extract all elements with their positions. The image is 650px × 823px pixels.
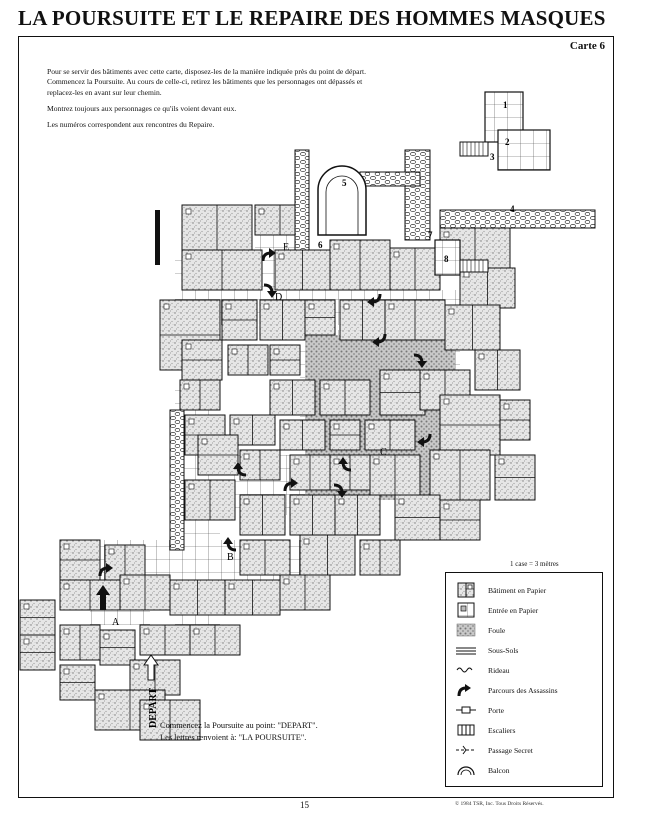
encounter-letter: D: [275, 292, 283, 303]
paper-entrance: [334, 459, 339, 464]
paper-entrance: [259, 209, 264, 214]
room-number: 5: [342, 178, 347, 188]
paper-entrance: [186, 344, 191, 349]
legend-label: Balcon: [488, 765, 510, 775]
legend-label: Passage Secret: [488, 745, 533, 755]
paper-entrance: [104, 634, 109, 639]
legend-label: Bâtiment en Papier: [488, 585, 547, 595]
balcony-icon: [454, 762, 478, 778]
page-number: 15: [300, 800, 309, 810]
legend-item: [454, 761, 600, 779]
paper-entrance: [64, 544, 69, 549]
paper-entrance: [232, 349, 237, 354]
stone-wall: [405, 150, 430, 240]
stairs: [460, 260, 488, 272]
room-number: 4: [510, 204, 515, 214]
legend-item: [454, 581, 600, 599]
paper-entrance: [374, 459, 379, 464]
paper-entrance: [64, 584, 69, 589]
paper-entrance: [444, 504, 449, 509]
room-number: 6: [318, 240, 323, 250]
paper-entrance: [369, 424, 374, 429]
legend-label: Porte: [488, 705, 505, 715]
paper-entrance: [389, 304, 394, 309]
basement-icon: [454, 642, 478, 658]
paper-entrance: [184, 384, 189, 389]
paper-entrance: [444, 232, 449, 237]
start-label: DEPART: [148, 687, 159, 728]
paper-entrance: [134, 664, 139, 669]
scale-note: 1 case = 3 mètres: [510, 560, 559, 568]
encounter-letter: A: [112, 617, 120, 628]
paper-entrance: [244, 544, 249, 549]
paper-entrance: [384, 374, 389, 379]
paper-entrance: [309, 304, 314, 309]
paper-entrance: [334, 244, 339, 249]
paper-entrance: [186, 254, 191, 259]
paper-entrance: [394, 252, 399, 257]
paper-entrance: [284, 579, 289, 584]
paper-entrance: [364, 544, 369, 549]
paper-entrance: [399, 499, 404, 504]
paper-entrance: [202, 439, 207, 444]
paper-entrance: [464, 272, 469, 277]
paper-entrance: [244, 454, 249, 459]
encounter-letter: C: [380, 447, 387, 458]
paper-entrance: [189, 419, 194, 424]
north-bar: [155, 210, 160, 265]
paper-entrance: [424, 374, 429, 379]
paper-entrance: [334, 424, 339, 429]
paper-entrance: [174, 584, 179, 589]
encounter-letter: B: [227, 552, 234, 563]
legend-item: [454, 661, 600, 679]
legend-label: Parcours des Assassins: [488, 685, 558, 695]
paper-entrance: [64, 629, 69, 634]
legend-item: [454, 681, 600, 699]
paper-entrance: [189, 484, 194, 489]
stone-wall: [440, 210, 595, 228]
copyright: © 1984 TSR, Inc. Tous Droits Réservés.: [455, 801, 544, 807]
paper-entrance: [229, 584, 234, 589]
intro-paragraph: Pour se servir des bâtiments avec cette carte, disposez-les de la manière indiquée près du point de départ. Commencez la Poursuite. Au cours de celle-ci, retirez les bâtiments que les personnages ont dépassés et replacez-les en avant sur leur chemin.: [47, 67, 367, 97]
paper-entrance-icon: [454, 602, 478, 618]
intro-paragraph: Les numéros correspondent aux rencontres du Repaire.: [47, 120, 215, 129]
paper-entrance: [144, 629, 149, 634]
paper-entrance: [499, 459, 504, 464]
paper-entrance: [294, 459, 299, 464]
secret-passage-icon: [454, 742, 478, 758]
instruction-line: Les lettres renvoient à: "LA POURSUITE".: [160, 733, 307, 743]
legend-item: [454, 601, 600, 619]
room-number: 2: [505, 137, 510, 147]
stairs-icon: [454, 722, 478, 738]
legend-item: [454, 641, 600, 659]
paper-entrance: [274, 384, 279, 389]
legend-label: Foule: [488, 625, 506, 635]
door-icon: [454, 702, 478, 718]
paper-entrance: [284, 424, 289, 429]
paper-entrance: [294, 499, 299, 504]
crowd-icon: [454, 622, 478, 638]
stairs: [460, 142, 488, 156]
map-label: Carte 6: [569, 40, 605, 52]
paper-entrance: [449, 309, 454, 314]
paper-entrance: [279, 254, 284, 259]
legend: [445, 572, 603, 787]
stone-wall: [170, 410, 184, 550]
paper-entrance: [504, 404, 509, 409]
paper-entrance: [274, 349, 279, 354]
paper-entrance: [264, 304, 269, 309]
paper-entrance: [24, 639, 29, 644]
legend-label: Rideau: [488, 665, 510, 675]
paper-entrance: [24, 604, 29, 609]
instructions: [160, 720, 318, 744]
paper-entrance: [194, 629, 199, 634]
paper-entrance: [164, 304, 169, 309]
legend-item: [454, 721, 600, 739]
legend-label: Sous-Sols: [488, 645, 519, 655]
paper-entrance: [124, 579, 129, 584]
curtain-icon: [454, 662, 478, 678]
room-number: 8: [444, 254, 449, 264]
paper-entrance: [304, 539, 309, 544]
paper-entrance: [479, 354, 484, 359]
legend-item: [454, 741, 600, 759]
intro-paragraph: Montrez toujours aux personnages ce qu'ils voient devant eux.: [47, 103, 237, 113]
paper-entrance: [186, 209, 191, 214]
legend-label: Escaliers: [488, 725, 516, 735]
paper-entrance: [64, 669, 69, 674]
encounter-letter: E: [283, 242, 290, 253]
paper-entrance: [109, 549, 114, 554]
room-number: 3: [490, 152, 495, 162]
lair-room: [498, 130, 550, 170]
paper-entrance: [226, 304, 231, 309]
legend-item: [454, 701, 600, 719]
paper-entrance: [234, 419, 239, 424]
legend-item: [454, 621, 600, 639]
stone-wall: [360, 172, 420, 186]
paper-entrance: [434, 454, 439, 459]
paper-entrance: [324, 384, 329, 389]
page-title: LA POURSUITE ET LE REPAIRE DES HOMMES MASQUES: [18, 6, 606, 30]
room-number: 1: [503, 100, 508, 110]
paper-entrance: [344, 304, 349, 309]
paper-entrance: [244, 499, 249, 504]
room-number: 7: [428, 230, 433, 240]
assassin-path-icon: [454, 682, 478, 698]
instruction-line: Commencez la Poursuite au point: "DEPART".: [160, 721, 318, 730]
stone-wall: [295, 150, 309, 250]
paper-entrance: [444, 399, 449, 404]
paper-building-icon: [454, 582, 478, 598]
legend-label: Entrée en Papier: [488, 605, 539, 615]
paper-entrance: [339, 499, 344, 504]
paper-entrance: [99, 694, 104, 699]
